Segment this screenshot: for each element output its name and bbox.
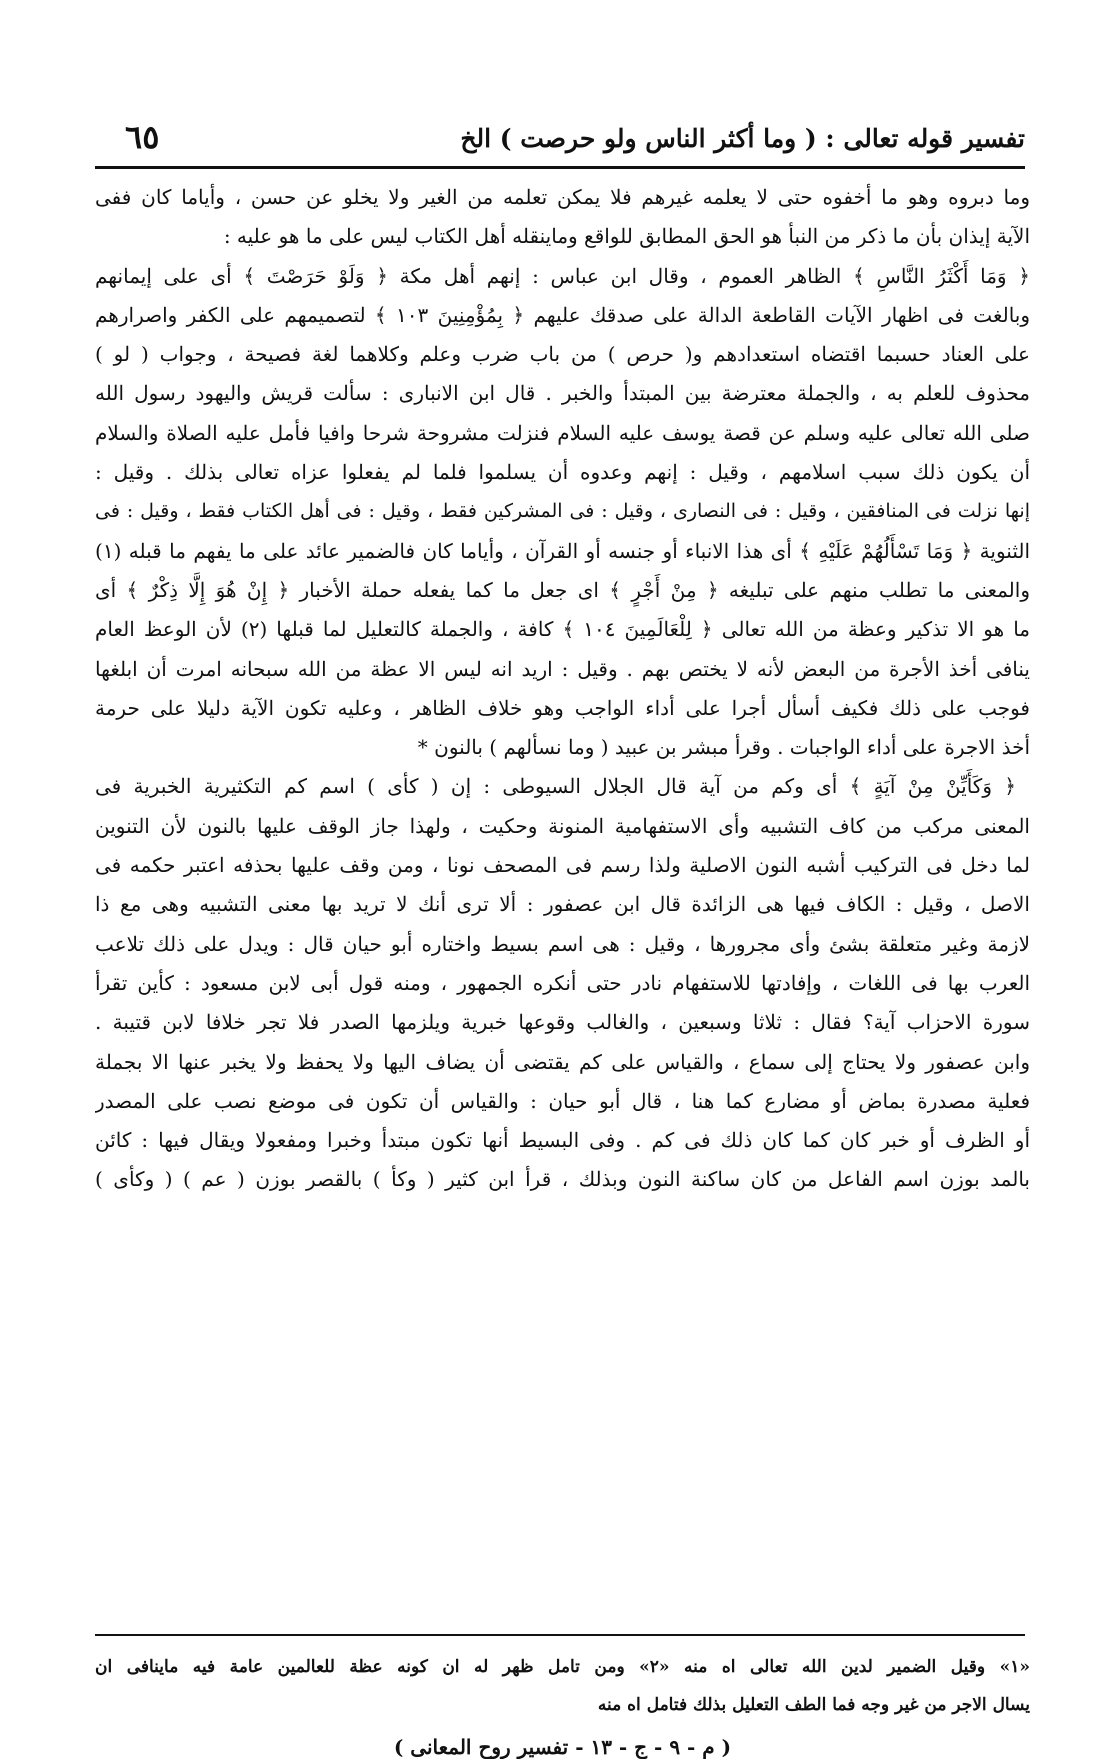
text-line: الاصل ، وقيل : الكاف فيها هى الزائدة قال ابن عصفور : ألا ترى أنك لا تريد بها معنى التشبيه وهى مع ذا [95,892,1030,917]
text-line: والمعنى ما تطلب منهم على تبليغه ﴿ مِنْ أَجْرٍ ﴾ اى جعل ما كما يفعله حملة الأخبار ﴿ إِنْ هُوَ إِلَّا ذِكْرٌ ﴾ أى [95,577,1030,602]
text-line: ﴿ وَمَا أَكْثَرُ النَّاسِ ﴾ الظاهر العموم ، وقال ابن عباس : إنهم أهل مكة ﴿ وَلَوْ حَرَصْتَ ﴾ أى على إيمانهم [95,263,1030,288]
text-line: وابن عصفور ولا يحتاج إلى سماع ، والقياس على كم يقتضى أن يضاف اليها ولا يحفظ ولا يخبر عنها الا بجملة [95,1049,1030,1074]
text-line: صلى الله تعالى عليه وسلم عن قصة يوسف عليه السلام فنزلت مشروحة شرحا وافيا فأمل عليه الصلاة والسلام [95,420,1030,445]
header-rule [95,166,1025,169]
text-line: لازمة وغير متعلقة بشئ وأى مجرورها ، وقيل : هى اسم بسيط واختاره أبو حيان قال : ويدل على ذلك تلاعب [95,931,1030,956]
text-line: الثنوية ﴿ وَمَا تَسْأَلُهُمْ عَلَيْهِ ﴾ أى هذا الانباء أو جنسه أو القرآن ، وأياما كان فالضمير عائد على ما يفهم ما قبله (١) [95,538,1030,563]
running-header [95,118,1025,166]
text-line: سورة الاحزاب آية؟ فقال : ثلاثا وسبعين ، والغالب وقوعها خبرية ويلزمها الصدر فلا تجر خلافا لابن قتيبة . [95,1010,1030,1035]
header-title: تفسير قوله تعالى : ( وما أكثر الناس ولو حرصت ) الخ [460,124,1025,153]
text-line: فعلية مصدرة بماض أو مضارع كما هنا ، قال أبو حيان : والقياس أن تكون فى موضع نصب على المصدر [95,1088,1030,1113]
text-line: بالمد بوزن اسم الفاعل من كان ساكنة النون وبذلك ، قرأ ابن كثير ( وكأ ) بالقصر بوزن ( عم ) ( وكأى ) [95,1167,1030,1192]
body-text [95,178,1030,1633]
text-line: فوجب على ذلك فكيف أسأل أجرا على أداء الواجب وهو خلاف الظاهر ، وعليه تكون الآية دليلا على حرمة [95,695,1030,720]
text-line: لما دخل فى التركيب أشبه النون الاصلية ولذا رسم فى المصحف نونا ، ومن وقف عليها بحذفه اعتبر حكمه فى [95,853,1030,878]
page-number: ٦٥ [125,118,160,156]
text-line: المعنى مركب من كاف التشبيه وأى الاستفهامية المنونة وحكيت ، ولهذا جاز الوقف عليها بالنون لأن التنوين [95,813,1030,838]
footnote-line: «١» وقيل الضمير لدين الله تعالى اه منه «٢» ومن تامل ظهر له ان كونه عظة للعالمين عامة فيه ماينافى ان [95,1657,1030,1677]
signature-mark: ( م - ٩ - ج - ١٣ - تفسير روح المعانى ) [393,1735,732,1759]
footnote-rule [95,1634,1025,1636]
text-line: أن يكون ذلك سبب اسلامهم ، وقيل : إنهم وعدوه أن يسلموا فلما لم يفعلوا عزاه تعالى بذلك . وقيل : [95,460,1030,485]
text-line: محذوف للعلم به ، والجملة معترضة بين المبتدأ والخبر . قال ابن الانبارى : سألت قريش واليهود رسول الله [95,381,1030,406]
text-line: الآية إيذان بأن ما ذكر من النبأ هو الحق المطابق للواقع وماينقله أهل الكتاب ليس على ما هو عليه : [223,224,1030,249]
text-line: على العناد حسبما اقتضاه استعدادهم و( حرص ) من باب ضرب وعلم وكلاهما لغة فصيحة ، وجواب ( لو ) [95,342,1030,367]
text-line: وبالغت فى اظهار الآيات القاطعة الدالة على صدقك عليهم ﴿ بِمُؤْمِنِينَ ١٠٣ ﴾ لتصميمهم على الكفر واصرارهم [95,302,1030,327]
text-line: ينافى أخذ الأجرة من البعض لأنه لا يختص بهم . وقيل : اريد انه ليس الا عظة من الله سبحانه امرت أن ابلغها [95,656,1030,681]
text-line: ﴿ وَكَأَيِّنْ مِنْ آيَةٍ ﴾ أى وكم من آية قال الجلال السيوطى : إن ( كأى ) اسم كم التكثيرية الخبرية فى [95,774,1016,799]
text-line: إنها نزلت فى المنافقين ، وقيل : فى النصارى ، وقيل : فى المشركين فقط ، وقيل : فى أهل الكتاب فقط ، وقيل : فى [95,500,1030,523]
footnote-line: يسال الاجر من غير وجه فما الطف التعليل بذلك فتامل اه منه [597,1695,1030,1715]
text-line: أخذ الاجرة على أداء الواجبات . وقرأ مبشر بن عبيد ( وما نسألهم ) بالنون * [417,735,1030,760]
footnotes [95,1648,1030,1724]
text-line: أو الظرف أو خبر كان كما كان ذلك فى كم . وفى البسيط أنها تكون مبتدأ وخبرا ومفعولا ويقال فيها : كائن [95,1128,1030,1153]
text-line: وما دبروه وهو ما أخفوه حتى لا يعلمه غيرهم فلا يمكن تعلمه من الغير ولا يخلو عن حسن ، وأياما كان ففى [95,185,1030,209]
text-line: العرب بها فى اللغات ، وإفادتها للاستفهام نادر حتى أنكره الجمهور ، ومنه قول أبى لابن مسعود : كأين تقرأ [95,970,1030,995]
text-line: ما هو الا تذكير وعظة من الله تعالى ﴿ لِلْعَالَمِينَ ١٠٤ ﴾ كافة ، والجملة كالتعليل لما قبلها (٢) لأن الوعظ العام [95,617,1030,642]
